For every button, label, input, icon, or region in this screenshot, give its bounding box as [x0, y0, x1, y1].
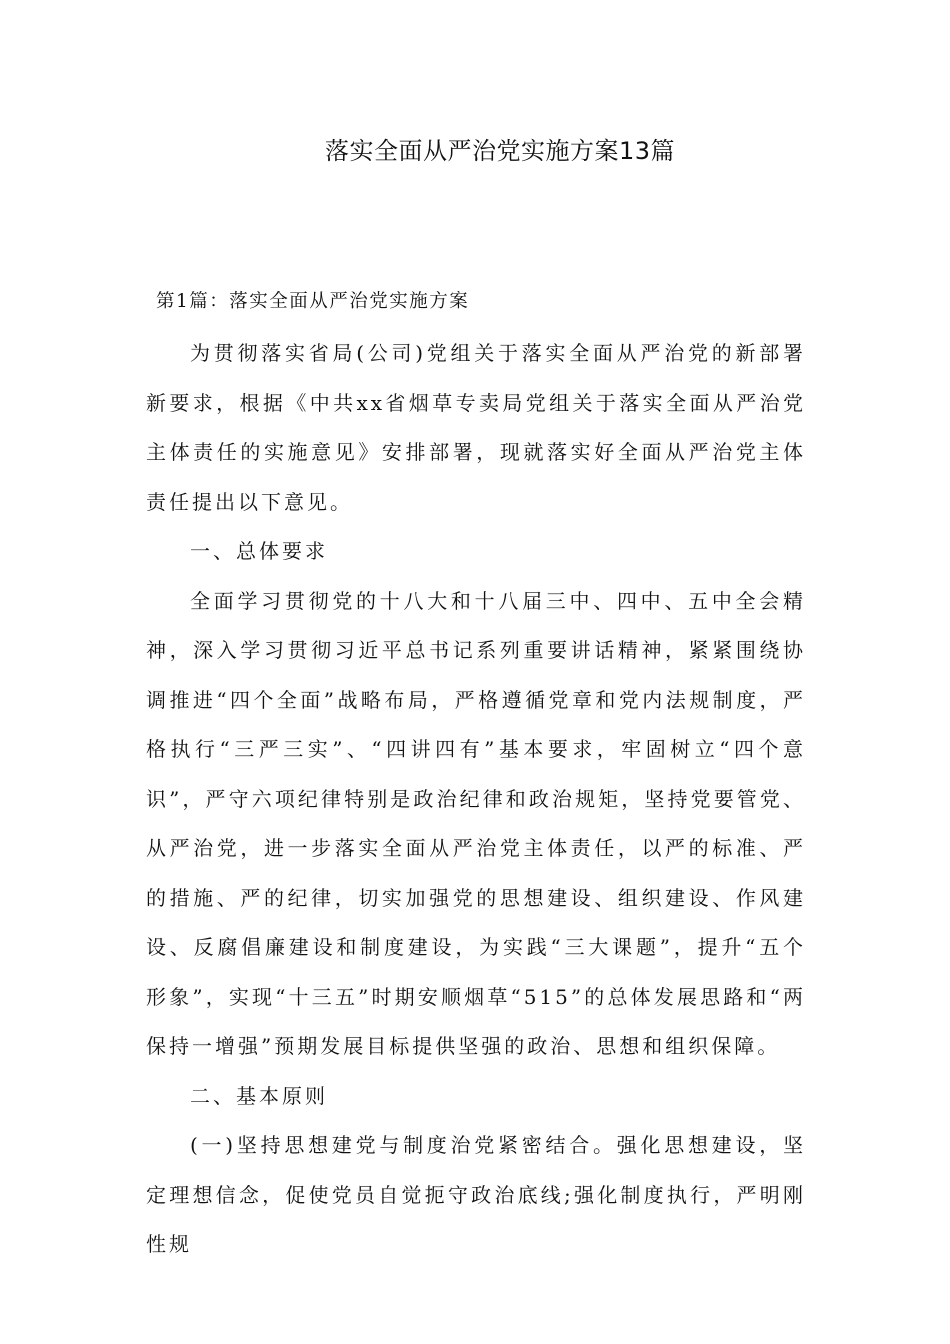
intro-paragraph: 为贯彻落实省局(公司)党组关于落实全面从严治党的新部署新要求，根据《中共xx省烟草专卖局党组关于落实全面从严治党主体责任的实施意见》安排部署，现就落实好全面从严治党主体责任提出以下意见。: [146, 341, 806, 514]
general-requirements-paragraph: 全面学习贯彻党的十八大和十八届三中、四中、五中全会精神，深入学习贯彻习近平总书记系列重要讲话精神，紧紧围绕协调推进“四个全面”战略布局，严格遵循党章和党内法规制度，严格执行“三严三实”、“四讲四有”基本要求，牢固树立“四个意识”，严守六项纪律特别是政治纪律和政治规矩，坚持党要管党、从严治党，进一步落实全面从严治党主体责任，以严的标准、严的措施、严的纪律，切实加强党的思想建设、组织建设、作风建设、反腐倡廉建设和制度建设，为实践“三大课题”，提升“五个形象”，实现“十三五”时期安顺烟草“515”的总体发展思路和“两保持一增强”预期发展目标提供坚强的政治、思想和组织保障。: [146, 588, 806, 1058]
section-heading: 第1篇：落实全面从严治党实施方案: [156, 291, 470, 312]
subheading-basic-principles: 二、基本原则: [190, 1083, 328, 1108]
document-title: 落实全面从严治党实施方案13篇: [324, 137, 676, 165]
subheading-general-requirements: 一、总体要求: [190, 539, 328, 563]
principle-one-paragraph: (一)坚持思想建党与制度治党紧密结合。强化思想建设，坚定理想信念，促使党员自觉扼守政治底线;强化制度执行，严明刚性规: [146, 1133, 806, 1256]
document-body: [146, 329, 806, 1270]
